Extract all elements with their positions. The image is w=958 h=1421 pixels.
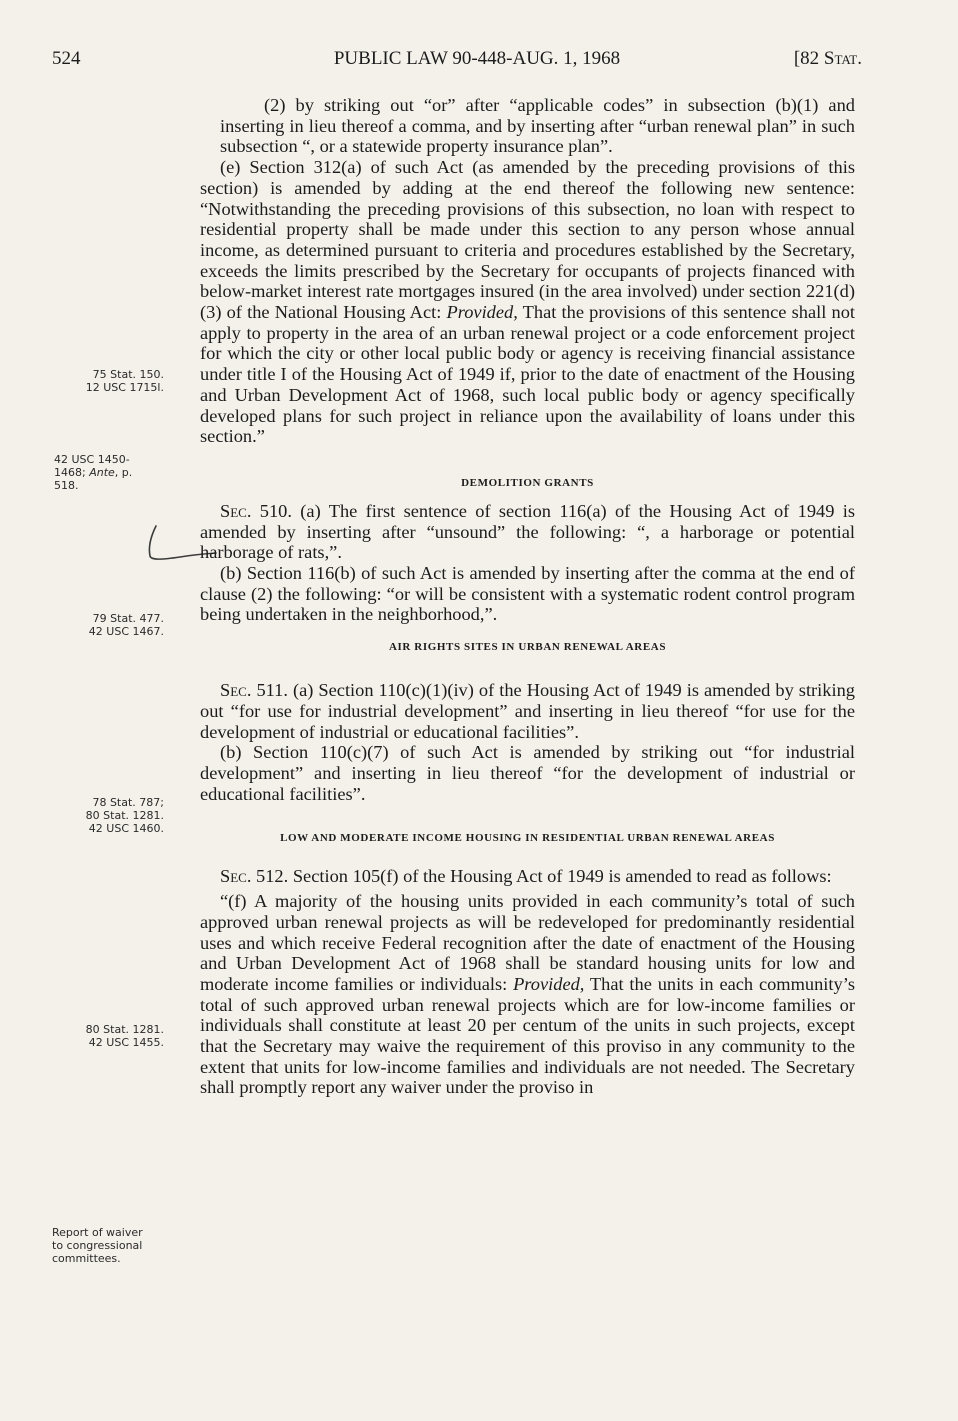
section-label: Sec. 512.: [220, 866, 289, 887]
margin-note-line: 75 Stat. 150.: [92, 368, 164, 381]
section-label: Sec. 511.: [220, 680, 288, 701]
margin-note-line: 42 USC 1460.: [88, 822, 164, 835]
section-label: Sec. 510.: [220, 500, 292, 521]
section-510-b: (b) Section 116(b) of such Act is amended by inserting after the comma at the end of clause (2) the following: “or will be consistent with a systematic rodent control program being undertaken in the neighborhood,”.: [200, 563, 855, 625]
margin-note-ante: Ante: [89, 466, 115, 479]
paragraph-e-text-cont: That the provisions of this sentence shall not apply to property in the area of an urban renewal project or a code enforcement project for which the city or other local public body or agency is receiving financial assistance under title I of the Housing Act of 1949 if, prior to the date of enactment of the Housing and Urban Development Act of 1968, such local public body or agency specifically developed plans for such project in reliance upon the availability of loans under this section.”: [200, 302, 856, 447]
margin-note-report-of-waiver: [52, 1226, 192, 1265]
section-512: [200, 866, 855, 887]
margin-note-line: 78 Stat. 787;: [92, 796, 164, 809]
margin-note-statute-4: [48, 796, 164, 835]
margin-note-line: 42 USC 1467.: [88, 625, 164, 638]
margin-note-line: 79 Stat. 477.: [92, 612, 164, 625]
margin-note-line: 80 Stat. 1281.: [85, 809, 164, 822]
section-511-b: (b) Section 110(c)(7) of such Act is amended by striking out “for industrial development” and inserting in lieu thereof “for the development of industrial or educational facilities”.: [200, 742, 855, 804]
section-512-f: [200, 891, 855, 1098]
margin-note-line: 42 USC 1455.: [88, 1036, 164, 1049]
margin-note-line: Report of waiver: [52, 1226, 143, 1239]
margin-note-statute-5: [48, 1023, 164, 1049]
paragraph-e-text: (e) Section 312(a) of such Act (as amended by the preceding provisions of this section) is amended by adding at the end thereof the following new sentence: “Notwithstanding the preceding provisions of this subsection, no loan with respect to residential property shall be made under this section to any person whose annual income, as determined pursuant to criteria and procedures established by the Secretary, exceeds the limits prescribed by the Secretary for occupants of projects financed with below-market interest rate mortgages insured (in the area involved) under section 221(d)(3) of the National Housing Act:: [200, 157, 855, 323]
section-512-intro-text: Section 105(f) of the Housing Act of 1949 is amended to read as follows:: [288, 866, 832, 887]
paragraph-e: [200, 157, 855, 447]
section-heading-air-rights: AIR RIGHTS SITES IN URBAN RENEWAL AREAS: [388, 641, 667, 654]
margin-note-statute-2: [54, 453, 174, 492]
paragraph-d2: [200, 95, 855, 157]
body-text: [200, 95, 855, 1098]
proviso-italic: Provided,: [513, 973, 585, 994]
running-title: PUBLIC LAW 90-448-AUG. 1, 1968: [333, 48, 621, 69]
section-510-a-text: (a) The first sentence of section 116(a) of the Housing Act of 1949 is amended by inserting after “unsound” the following: “, a harborage or potential harborage of rats,”.: [200, 500, 856, 563]
margin-note-part: 1468;: [54, 466, 90, 479]
section-512-f-text-cont: That the units in each community’s total of such approved urban renewal projects which are for low-income families or individuals shall constitute at least 20 per centum of the units in such projects, except that the Secretary may waive the requirement of this proviso in any community to the extent that units for low-income families and individuals are not needed. The Secretary shall promptly report any waiver under the proviso in: [200, 973, 855, 1098]
margin-note-statute-3: [58, 612, 164, 638]
margin-note-line: 12 USC 1715l.: [85, 381, 164, 394]
volume-reference: [794, 48, 862, 70]
margin-note-line: 80 Stat. 1281.: [85, 1023, 164, 1036]
section-heading-low-moderate-income: LOW AND MODERATE INCOME HOUSING IN RESIDENTIAL URBAN RENEWAL AREAS: [280, 832, 775, 845]
section-510-a: [200, 501, 855, 563]
margin-note-part: , p.: [114, 466, 133, 479]
section-512-f-text: “(f) A majority of the housing units provided in each community’s total of such approved urban renewal projects as will be redeveloped for predominantly residential uses and which receive Federal recognition after the date of enactment of the Housing and Urban Development Act of 1968 shall be standard housing units for low and moderate income families or individuals:: [200, 891, 855, 994]
margin-note-line: 42 USC 1450-: [54, 453, 130, 466]
margin-note-statute-1: [58, 368, 164, 394]
volume-reference-text: [82 Stat.: [793, 48, 862, 69]
section-511-a: [200, 680, 855, 742]
margin-note-line: to congressional: [52, 1239, 143, 1252]
page-header: [52, 48, 862, 78]
margin-note-line: committees.: [52, 1252, 121, 1265]
margin-note-line: [54, 466, 174, 479]
section-511-a-text: (a) Section 110(c)(1)(iv) of the Housing Act of 1949 is amended by striking out “for use for industrial development” and inserting in lieu thereof “for use for the development of industrial or educational facilities”.: [200, 680, 855, 742]
paragraph-d2-text: (2) by striking out “or” after “applicable codes” in subsection (b)(1) and inserting in lieu thereof a comma, and by inserting after “urban renewal plan” in such subsection “, or a statewide property insurance plan”.: [220, 95, 855, 157]
section-heading-demolition: DEMOLITION GRANTS: [461, 476, 594, 489]
proviso-italic: Provided,: [446, 302, 518, 323]
margin-note-line: 518.: [54, 479, 79, 492]
page-number: 524: [52, 48, 81, 69]
